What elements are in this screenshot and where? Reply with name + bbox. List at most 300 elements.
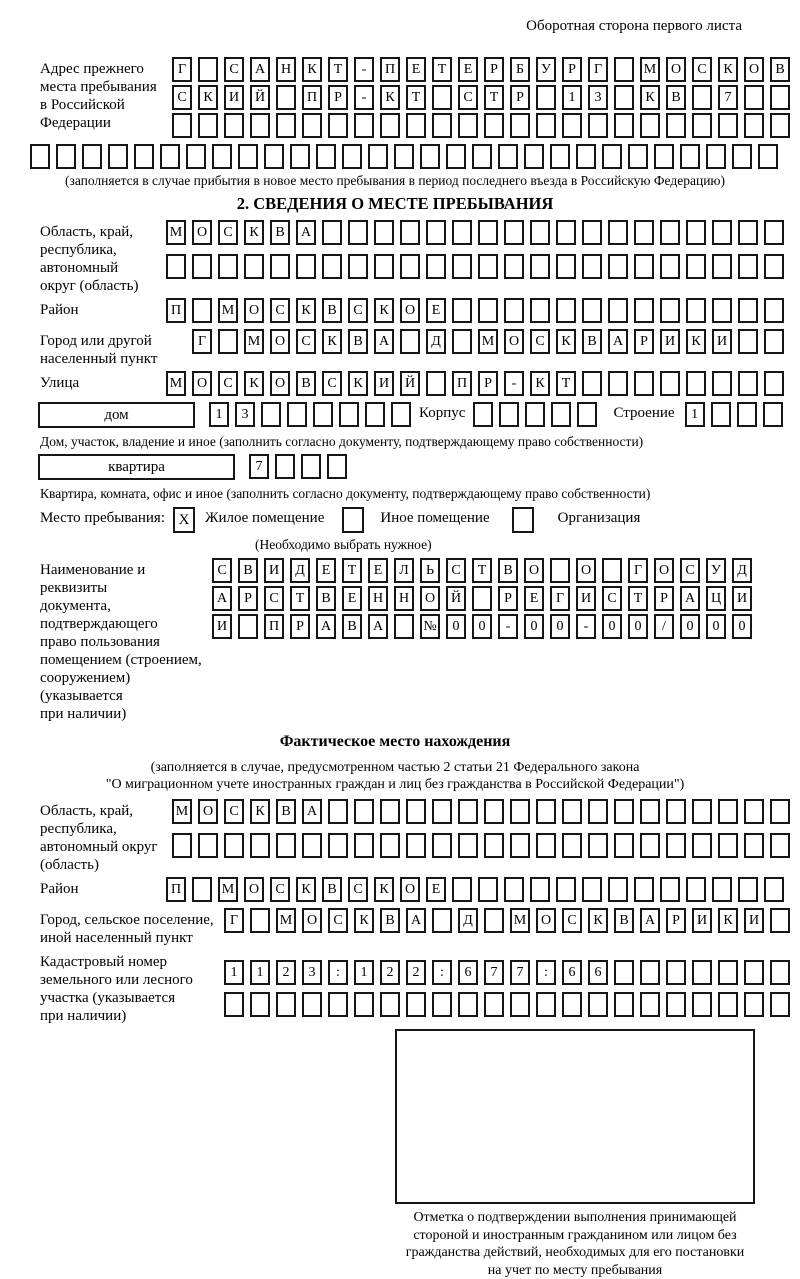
char-cell[interactable]	[770, 799, 790, 824]
char-cell[interactable]	[692, 113, 712, 138]
char-cell[interactable]	[380, 113, 400, 138]
char-cell[interactable]: 6	[562, 960, 582, 985]
char-cell[interactable]	[290, 144, 310, 169]
char-cell[interactable]: 1	[209, 402, 229, 427]
char-cell[interactable]: М	[166, 371, 186, 396]
char-cell[interactable]	[686, 254, 706, 279]
char-cell[interactable]	[394, 144, 414, 169]
char-cell[interactable]: К	[348, 371, 368, 396]
char-cell[interactable]: О	[400, 298, 420, 323]
char-cell[interactable]	[452, 298, 472, 323]
char-cell[interactable]	[374, 220, 394, 245]
char-cell[interactable]	[738, 371, 758, 396]
char-cell[interactable]	[530, 254, 550, 279]
char-cell[interactable]	[250, 833, 270, 858]
char-cell[interactable]: П	[166, 877, 186, 902]
char-cell[interactable]	[666, 799, 686, 824]
char-cell[interactable]: Г	[192, 329, 212, 354]
char-cell[interactable]	[744, 992, 764, 1017]
char-cell[interactable]	[608, 371, 628, 396]
char-cell[interactable]: Г	[550, 586, 570, 611]
char-cell[interactable]	[550, 558, 570, 583]
char-cell[interactable]	[313, 402, 333, 427]
char-cell[interactable]	[530, 220, 550, 245]
char-cell[interactable]: Н	[276, 57, 296, 82]
char-cell[interactable]: В	[614, 908, 634, 933]
char-cell[interactable]: О	[744, 57, 764, 82]
char-cell[interactable]: Й	[400, 371, 420, 396]
char-cell[interactable]	[432, 799, 452, 824]
char-cell[interactable]: 2	[276, 960, 296, 985]
char-cell[interactable]	[458, 799, 478, 824]
char-cell[interactable]: К	[556, 329, 576, 354]
char-cell[interactable]: -	[576, 614, 596, 639]
char-cell[interactable]	[536, 85, 556, 110]
char-cell[interactable]	[744, 85, 764, 110]
char-cell[interactable]: С	[270, 877, 290, 902]
char-cell[interactable]: Б	[510, 57, 530, 82]
char-cell[interactable]: К	[302, 57, 322, 82]
char-cell[interactable]	[634, 298, 654, 323]
char-cell[interactable]	[368, 144, 388, 169]
char-cell[interactable]	[738, 220, 758, 245]
char-cell[interactable]	[276, 992, 296, 1017]
char-cell[interactable]	[744, 833, 764, 858]
char-cell[interactable]: Ц	[706, 586, 726, 611]
char-cell[interactable]	[550, 144, 570, 169]
char-cell[interactable]: П	[302, 85, 322, 110]
char-cell[interactable]	[608, 298, 628, 323]
char-cell[interactable]	[380, 992, 400, 1017]
char-cell[interactable]: И	[264, 558, 284, 583]
char-cell[interactable]	[30, 144, 50, 169]
char-cell[interactable]: И	[212, 614, 232, 639]
char-cell[interactable]: К	[354, 908, 374, 933]
char-cell[interactable]: М	[172, 799, 192, 824]
char-cell[interactable]	[499, 402, 519, 427]
char-cell[interactable]	[582, 220, 602, 245]
char-cell[interactable]: 7	[249, 454, 269, 479]
char-cell[interactable]: Г	[588, 57, 608, 82]
char-cell[interactable]	[524, 144, 544, 169]
char-cell[interactable]: Т	[432, 57, 452, 82]
char-cell[interactable]: 1	[685, 402, 705, 427]
char-cell[interactable]: Р	[478, 371, 498, 396]
char-cell[interactable]	[108, 144, 128, 169]
char-cell[interactable]	[458, 992, 478, 1017]
char-cell[interactable]: Р	[290, 614, 310, 639]
char-cell[interactable]: Е	[426, 877, 446, 902]
char-cell[interactable]: К	[296, 298, 316, 323]
char-cell[interactable]: К	[640, 85, 660, 110]
char-cell[interactable]	[738, 877, 758, 902]
char-cell[interactable]	[692, 992, 712, 1017]
char-cell[interactable]	[198, 113, 218, 138]
char-cell[interactable]: Й	[446, 586, 466, 611]
char-cell[interactable]	[322, 254, 342, 279]
char-cell[interactable]: С	[212, 558, 232, 583]
char-cell[interactable]	[406, 113, 426, 138]
char-cell[interactable]	[504, 220, 524, 245]
char-cell[interactable]: В	[296, 371, 316, 396]
char-cell[interactable]	[744, 799, 764, 824]
char-cell[interactable]: О	[192, 371, 212, 396]
char-cell[interactable]	[711, 402, 731, 427]
char-cell[interactable]	[380, 799, 400, 824]
char-cell[interactable]: В	[582, 329, 602, 354]
char-cell[interactable]: 0	[680, 614, 700, 639]
char-cell[interactable]	[261, 402, 281, 427]
char-cell[interactable]: Е	[524, 586, 544, 611]
char-cell[interactable]	[198, 57, 218, 82]
char-cell[interactable]: Т	[472, 558, 492, 583]
char-cell[interactable]: 2	[406, 960, 426, 985]
char-cell[interactable]: М	[218, 877, 238, 902]
char-cell[interactable]	[472, 144, 492, 169]
char-cell[interactable]	[327, 454, 347, 479]
char-cell[interactable]: -	[498, 614, 518, 639]
char-cell[interactable]: В	[348, 329, 368, 354]
char-cell[interactable]	[744, 960, 764, 985]
char-cell[interactable]	[712, 877, 732, 902]
char-cell[interactable]	[406, 799, 426, 824]
char-cell[interactable]	[510, 113, 530, 138]
char-cell[interactable]: К	[588, 908, 608, 933]
char-cell[interactable]	[562, 799, 582, 824]
char-cell[interactable]	[472, 586, 492, 611]
char-cell[interactable]: Е	[342, 586, 362, 611]
char-cell[interactable]: О	[244, 298, 264, 323]
char-cell[interactable]: С	[602, 586, 622, 611]
char-cell[interactable]: Г	[224, 908, 244, 933]
char-cell[interactable]	[764, 298, 784, 323]
char-cell[interactable]: К	[244, 371, 264, 396]
char-cell[interactable]: С	[328, 908, 348, 933]
char-cell[interactable]	[660, 371, 680, 396]
char-cell[interactable]: 0	[472, 614, 492, 639]
char-cell[interactable]	[160, 144, 180, 169]
char-cell[interactable]	[301, 454, 321, 479]
char-cell[interactable]	[666, 113, 686, 138]
char-cell[interactable]: О	[536, 908, 556, 933]
char-cell[interactable]	[666, 960, 686, 985]
char-cell[interactable]	[478, 220, 498, 245]
char-cell[interactable]	[302, 113, 322, 138]
char-cell[interactable]	[426, 220, 446, 245]
char-cell[interactable]: 6	[588, 960, 608, 985]
char-cell[interactable]	[582, 298, 602, 323]
char-cell[interactable]	[510, 992, 530, 1017]
checkbox-other-premises[interactable]	[342, 507, 364, 533]
char-cell[interactable]	[732, 144, 752, 169]
char-cell[interactable]	[510, 799, 530, 824]
char-cell[interactable]: А	[296, 220, 316, 245]
char-cell[interactable]: П	[380, 57, 400, 82]
char-cell[interactable]	[640, 833, 660, 858]
char-cell[interactable]	[276, 85, 296, 110]
char-cell[interactable]	[264, 144, 284, 169]
char-cell[interactable]	[770, 113, 790, 138]
char-cell[interactable]: Ь	[420, 558, 440, 583]
char-cell[interactable]: П	[264, 614, 284, 639]
char-cell[interactable]	[302, 992, 322, 1017]
char-cell[interactable]: У	[536, 57, 556, 82]
char-cell[interactable]	[348, 254, 368, 279]
char-cell[interactable]: С	[270, 298, 290, 323]
char-cell[interactable]	[614, 85, 634, 110]
char-cell[interactable]: И	[712, 329, 732, 354]
char-cell[interactable]: 1	[354, 960, 374, 985]
char-cell[interactable]: С	[224, 57, 244, 82]
char-cell[interactable]	[510, 833, 530, 858]
char-cell[interactable]	[628, 144, 648, 169]
char-cell[interactable]	[556, 298, 576, 323]
char-cell[interactable]: А	[406, 908, 426, 933]
char-cell[interactable]	[82, 144, 102, 169]
char-cell[interactable]	[712, 371, 732, 396]
char-cell[interactable]: В	[238, 558, 258, 583]
char-cell[interactable]	[426, 254, 446, 279]
char-cell[interactable]	[614, 113, 634, 138]
char-cell[interactable]: Т	[342, 558, 362, 583]
char-cell[interactable]: О	[400, 877, 420, 902]
char-cell[interactable]	[400, 329, 420, 354]
char-cell[interactable]	[458, 833, 478, 858]
char-cell[interactable]	[250, 908, 270, 933]
char-cell[interactable]	[218, 254, 238, 279]
char-cell[interactable]	[484, 833, 504, 858]
char-cell[interactable]: И	[660, 329, 680, 354]
char-cell[interactable]	[556, 254, 576, 279]
char-cell[interactable]: Е	[406, 57, 426, 82]
char-cell[interactable]: К	[686, 329, 706, 354]
char-cell[interactable]	[614, 57, 634, 82]
char-cell[interactable]	[452, 254, 472, 279]
char-cell[interactable]: Т	[406, 85, 426, 110]
char-cell[interactable]	[134, 144, 154, 169]
char-cell[interactable]: В	[276, 799, 296, 824]
char-cell[interactable]: С	[530, 329, 550, 354]
char-cell[interactable]	[686, 298, 706, 323]
char-cell[interactable]	[498, 144, 518, 169]
char-cell[interactable]	[328, 992, 348, 1017]
char-cell[interactable]: К	[374, 877, 394, 902]
char-cell[interactable]	[250, 113, 270, 138]
char-cell[interactable]	[530, 298, 550, 323]
char-cell[interactable]	[556, 220, 576, 245]
checkbox-organization[interactable]	[512, 507, 534, 533]
char-cell[interactable]	[737, 402, 757, 427]
char-cell[interactable]	[530, 877, 550, 902]
char-cell[interactable]: 0	[706, 614, 726, 639]
char-cell[interactable]	[276, 833, 296, 858]
char-cell[interactable]	[770, 992, 790, 1017]
char-cell[interactable]	[602, 558, 622, 583]
char-cell[interactable]	[712, 298, 732, 323]
char-cell[interactable]: Р	[498, 586, 518, 611]
char-cell[interactable]	[380, 833, 400, 858]
char-cell[interactable]	[764, 329, 784, 354]
char-cell[interactable]	[577, 402, 597, 427]
char-cell[interactable]	[666, 992, 686, 1017]
char-cell[interactable]: И	[576, 586, 596, 611]
char-cell[interactable]: О	[420, 586, 440, 611]
char-cell[interactable]	[354, 799, 374, 824]
char-cell[interactable]: С	[224, 799, 244, 824]
char-cell[interactable]: В	[316, 586, 336, 611]
char-cell[interactable]	[660, 298, 680, 323]
char-cell[interactable]	[484, 908, 504, 933]
char-cell[interactable]: М	[510, 908, 530, 933]
char-cell[interactable]	[328, 113, 348, 138]
char-cell[interactable]	[770, 833, 790, 858]
char-cell[interactable]	[342, 144, 362, 169]
char-cell[interactable]	[718, 833, 738, 858]
char-cell[interactable]: Е	[426, 298, 446, 323]
char-cell[interactable]	[354, 992, 374, 1017]
char-cell[interactable]	[738, 254, 758, 279]
char-cell[interactable]	[692, 960, 712, 985]
char-cell[interactable]: Р	[510, 85, 530, 110]
char-cell[interactable]: 0	[550, 614, 570, 639]
char-cell[interactable]	[588, 833, 608, 858]
char-cell[interactable]	[744, 113, 764, 138]
char-cell[interactable]: М	[218, 298, 238, 323]
char-cell[interactable]	[394, 614, 414, 639]
char-cell[interactable]: :	[432, 960, 452, 985]
char-cell[interactable]: Й	[250, 85, 270, 110]
char-cell[interactable]: П	[166, 298, 186, 323]
char-cell[interactable]	[446, 144, 466, 169]
char-cell[interactable]	[660, 877, 680, 902]
char-cell[interactable]	[250, 992, 270, 1017]
char-cell[interactable]	[238, 144, 258, 169]
char-cell[interactable]	[354, 833, 374, 858]
char-cell[interactable]: М	[640, 57, 660, 82]
char-cell[interactable]: Д	[290, 558, 310, 583]
char-cell[interactable]: Р	[654, 586, 674, 611]
char-cell[interactable]: С	[172, 85, 192, 110]
char-cell[interactable]	[556, 877, 576, 902]
char-cell[interactable]	[224, 833, 244, 858]
char-cell[interactable]	[391, 402, 411, 427]
char-cell[interactable]: А	[316, 614, 336, 639]
char-cell[interactable]	[452, 220, 472, 245]
char-cell[interactable]	[614, 992, 634, 1017]
char-cell[interactable]	[406, 992, 426, 1017]
char-cell[interactable]	[270, 254, 290, 279]
char-cell[interactable]: А	[374, 329, 394, 354]
char-cell[interactable]: О	[192, 220, 212, 245]
char-cell[interactable]	[582, 877, 602, 902]
char-cell[interactable]: 0	[446, 614, 466, 639]
char-cell[interactable]: К	[380, 85, 400, 110]
char-cell[interactable]: 7	[510, 960, 530, 985]
char-cell[interactable]: К	[718, 908, 738, 933]
char-cell[interactable]: О	[270, 329, 290, 354]
char-cell[interactable]	[192, 298, 212, 323]
char-cell[interactable]: 0	[524, 614, 544, 639]
char-cell[interactable]: Е	[316, 558, 336, 583]
char-cell[interactable]: Р	[666, 908, 686, 933]
char-cell[interactable]	[692, 85, 712, 110]
char-cell[interactable]: -	[354, 57, 374, 82]
char-cell[interactable]	[562, 113, 582, 138]
char-cell[interactable]	[354, 113, 374, 138]
char-cell[interactable]: Р	[328, 85, 348, 110]
char-cell[interactable]: М	[276, 908, 296, 933]
char-cell[interactable]	[186, 144, 206, 169]
char-cell[interactable]: С	[322, 371, 342, 396]
char-cell[interactable]	[218, 329, 238, 354]
char-cell[interactable]: О	[244, 877, 264, 902]
char-cell[interactable]	[316, 144, 336, 169]
char-cell[interactable]	[718, 992, 738, 1017]
char-cell[interactable]	[192, 877, 212, 902]
char-cell[interactable]: К	[296, 877, 316, 902]
char-cell[interactable]: №	[420, 614, 440, 639]
char-cell[interactable]	[166, 254, 186, 279]
char-cell[interactable]	[328, 833, 348, 858]
char-cell[interactable]	[712, 220, 732, 245]
char-cell[interactable]: С	[264, 586, 284, 611]
char-cell[interactable]	[770, 85, 790, 110]
char-cell[interactable]	[339, 402, 359, 427]
char-cell[interactable]: В	[270, 220, 290, 245]
char-cell[interactable]	[680, 144, 700, 169]
char-cell[interactable]	[582, 254, 602, 279]
char-cell[interactable]: 2	[380, 960, 400, 985]
char-cell[interactable]	[287, 402, 307, 427]
char-cell[interactable]	[614, 799, 634, 824]
char-cell[interactable]: 6	[458, 960, 478, 985]
char-cell[interactable]	[686, 220, 706, 245]
char-cell[interactable]	[322, 220, 342, 245]
char-cell[interactable]	[576, 144, 596, 169]
char-cell[interactable]	[738, 298, 758, 323]
char-cell[interactable]: Г	[628, 558, 648, 583]
char-cell[interactable]	[400, 254, 420, 279]
char-cell[interactable]: 0	[628, 614, 648, 639]
char-cell[interactable]	[562, 992, 582, 1017]
char-cell[interactable]: В	[322, 877, 342, 902]
char-cell[interactable]	[432, 833, 452, 858]
char-cell[interactable]	[328, 799, 348, 824]
char-cell[interactable]: Т	[628, 586, 648, 611]
char-cell[interactable]: И	[224, 85, 244, 110]
char-cell[interactable]	[634, 220, 654, 245]
char-cell[interactable]: -	[504, 371, 524, 396]
char-cell[interactable]: В	[498, 558, 518, 583]
char-cell[interactable]: Г	[172, 57, 192, 82]
char-cell[interactable]	[551, 402, 571, 427]
char-cell[interactable]	[588, 992, 608, 1017]
char-cell[interactable]: 3	[235, 402, 255, 427]
char-cell[interactable]	[608, 254, 628, 279]
char-cell[interactable]	[640, 113, 660, 138]
char-cell[interactable]	[432, 113, 452, 138]
char-cell[interactable]: У	[706, 558, 726, 583]
char-cell[interactable]	[660, 254, 680, 279]
char-cell[interactable]	[212, 144, 232, 169]
char-cell[interactable]: 3	[302, 960, 322, 985]
char-cell[interactable]	[686, 877, 706, 902]
char-cell[interactable]	[582, 371, 602, 396]
char-cell[interactable]: Е	[458, 57, 478, 82]
char-cell[interactable]	[484, 992, 504, 1017]
char-cell[interactable]	[692, 799, 712, 824]
char-cell[interactable]	[504, 254, 524, 279]
